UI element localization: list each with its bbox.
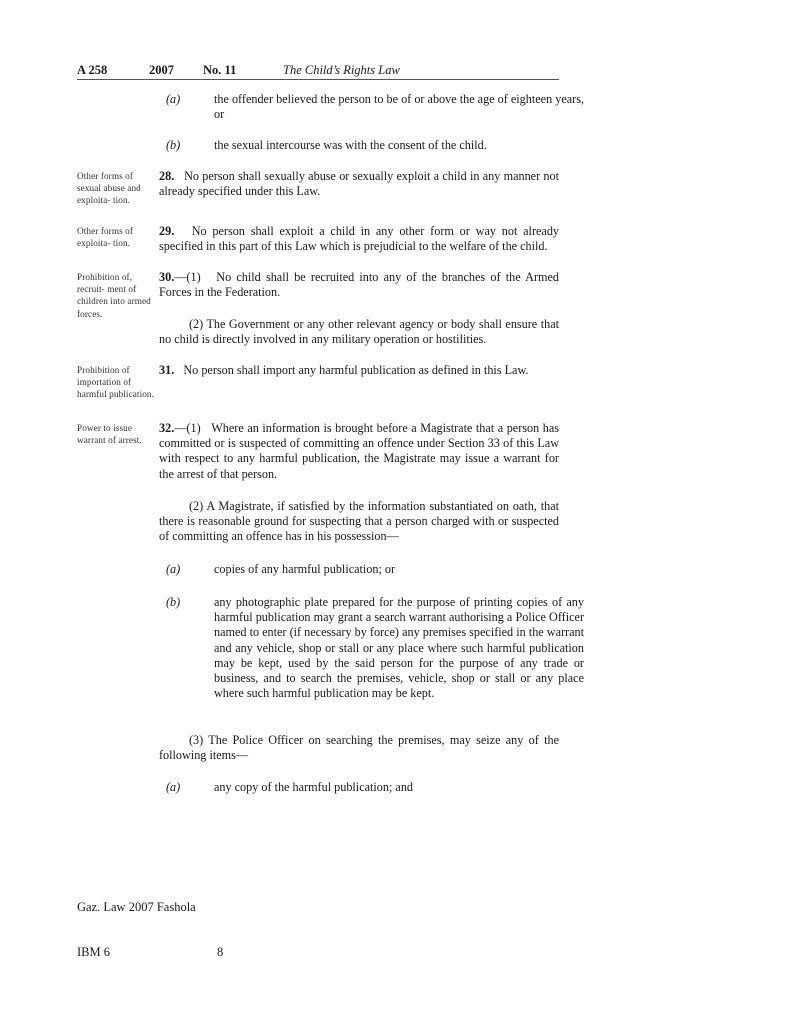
header-year: 2007 bbox=[149, 63, 174, 77]
section-32-3: (3) The Police Officer on searching the premises, may seize any of the following items— bbox=[159, 733, 559, 763]
section-30-2: (2) The Government or any other relevant agency or body shall ensure that no child is directly involved in any military operation or hostilities. bbox=[159, 317, 559, 347]
paragraph-27a: (a) the offender believed the person to be of or above the age of eighteen years, or bbox=[166, 92, 584, 122]
paragraph-27b: (b) the sexual intercourse was with the consent of the child. bbox=[166, 138, 487, 152]
footer-page-number: 8 bbox=[217, 945, 224, 959]
section-32-1: 32.—(1) Where an information is brought before a Magistrate that a person has committed or is suspected of committing an offence under Section 33 of this Law with respect to any harmful publication, the Magistrate may issue a warrant for the arrest of that person. bbox=[159, 421, 559, 481]
header-rule bbox=[77, 79, 559, 80]
footer-gazette: Gaz. Law 2007 Fashola bbox=[77, 900, 196, 914]
section-28: 28. No person shall sexually abuse or sexually exploit a child in any manner not already specified under this Law. bbox=[159, 169, 560, 199]
margin-note-28: Other forms of sexual abuse and exploita- tion. bbox=[77, 171, 141, 206]
header-page-ref: A 258 bbox=[77, 63, 108, 77]
section-32-2a: (a) copies of any harmful publication; or bbox=[166, 562, 396, 576]
margin-note-32: Power to issue warrant of arrest. bbox=[77, 423, 142, 446]
margin-note-30: Prohibition of, recruit- ment of children into armed forces. bbox=[77, 272, 151, 319]
section-29: 29. No person shall exploit a child in any other form or way not already specified in this part of this Law which is prejudicial to the welfare of the child. bbox=[159, 224, 560, 254]
header-law-number: No. 11 bbox=[203, 63, 237, 77]
section-32-2: (2) A Magistrate, if satisfied by the information substantiated on oath, that there is reasonable ground for suspecting that a person charged with or suspected of committing an offence has in his possession— bbox=[159, 499, 559, 544]
section-30-1: 30.—(1) No child shall be recruited into any of the branches of the Armed Forces in the Federation. bbox=[159, 270, 560, 300]
header-title: The Child’s Rights Law bbox=[283, 63, 400, 77]
section-31: 31. No person shall import any harmful publication as defined in this Law. bbox=[159, 363, 529, 377]
margin-note-29: Other forms of exploita- tion. bbox=[77, 226, 133, 249]
footer-code: IBM 6 bbox=[77, 945, 110, 959]
section-32-2b: (b) any photographic plate prepared for the purpose of printing copies of any harmful publication may grant a search warrant authorising a Police Officer named to enter (if necessary by force) any premises specified in the warrant and any vehicle, shop or stall or any place where such harmful publication may be kept, used by the said person for the purpose of any trade or business, and to search the premises, vehicle, shop or stall or any place where such harmful publication may be kept. bbox=[166, 595, 584, 701]
margin-note-31: Prohibition of importation of harmful publication. bbox=[77, 365, 155, 400]
section-32-3a: (a) any copy of the harmful publication; and bbox=[166, 780, 414, 794]
